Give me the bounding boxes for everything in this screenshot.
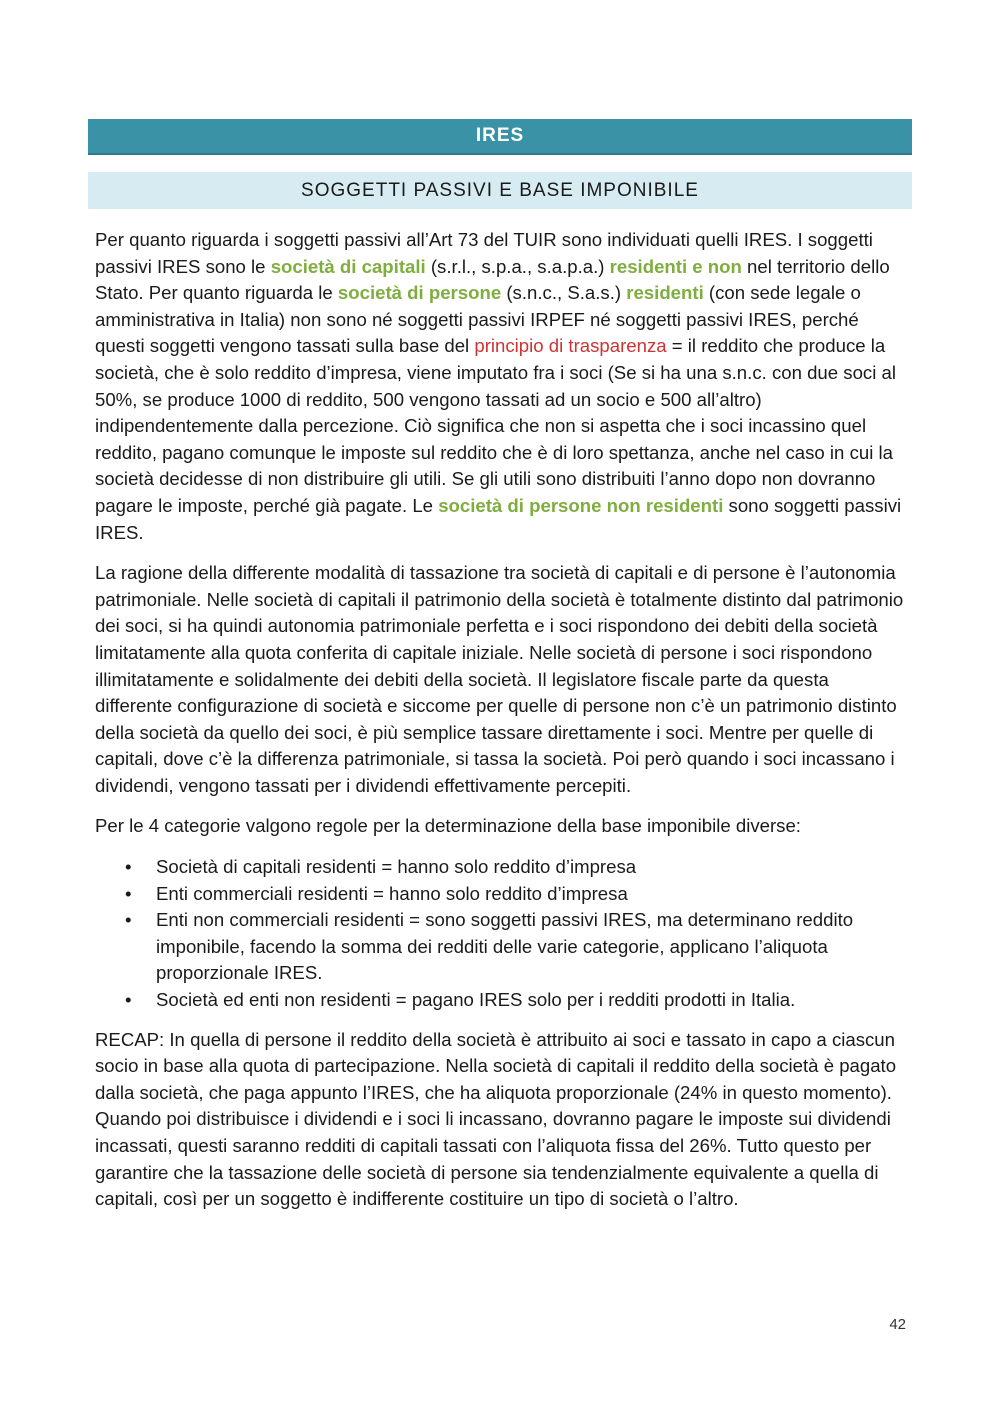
list-item <box>95 907 907 987</box>
paragraph-categorie-intro: Per le 4 categorie valgono regole per la determinazione della base imponibile diverse: <box>95 815 801 837</box>
highlight-societa-persone: società di persone <box>337 282 502 304</box>
highlight-principio-trasparenza: principio di trasparenza <box>474 335 667 357</box>
list-item <box>95 881 907 908</box>
highlight-residenti: residenti <box>626 282 704 304</box>
page-number: 42 <box>889 1316 906 1333</box>
text-run: (con sede legale o amministrativa in Italia) non sono né soggetti passivi IRPEF né soggetti passivi IRES, perché questi soggetti vengono tassati sulla base del <box>95 282 861 357</box>
paragraph-autonomia-patrimoniale: La ragione della differente modalità di tassazione tra società di capitali e di persone è l’autonomia patrimoniale. Nelle società di capitali il patrimonio della società è totalmente distinto dal patrimonio dei soci, si ha quindi autonomia patrimoniale perfetta e i soci rispondono dei debiti della società limitatamente alla quota conferita di capitale iniziale. Nelle società di persone i soci rispondono illimitatamente e solidalmente dei debiti della società. Il legislatore fiscale parte da questa differente configurazione di società e siccome per quelle di persone non c’è un patrimonio distinto della società da quello dei soci, è più semplice tassare direttamente i soci. Mentre per quelle di capitali, dove c’è la differenza patrimoniale, si tassa la società. Poi però quando i soci incassano i dividendi, vengono tassati per i dividendi effettivamente percepiti. <box>95 562 904 796</box>
paragraph-recap: RECAP: In quella di persone il reddito della società è attribuito ai soci e tassato in capo a ciascun socio in base alla quota di partecipazione. Nella società di capitali il reddito della società è pagato dalla società, che paga appunto l’IRES, che ha aliquota proporzionale (24% in questo momento). Quando poi distribuisce i dividendi e i soci li incassano, dovranno pagare le imposte sui dividendi incassati, questi saranno redditi di capitali tassati con l’aliquota fissa del 26%. Tutto questo per garantire che la tassazione delle società di persone sia tendenzialmente equivalente a quella di capitali, così per un soggetto è indifferente costituire un tipo di società o l’altro. <box>95 1028 897 1210</box>
list-item-text: Società di capitali residenti = hanno solo reddito d’impresa <box>156 856 637 878</box>
document-body <box>95 227 907 1227</box>
list-item <box>95 987 907 1014</box>
bullet-icon: • <box>125 909 132 931</box>
bullet-icon: • <box>125 882 132 904</box>
bullet-icon: • <box>125 856 132 878</box>
highlight-societa-capitali: società di capitali <box>270 255 426 277</box>
text-run: = il reddito che produce la società, che è solo reddito d’impresa, viene imputato fra i soci (Se si ha una s.n.c. con due soci al 50%, se produce 1000 di reddito, 500 vengono tassati ad un socio e 500 all’altro) indipendentemente dalla percezione. Ciò significa che non si aspetta che i soci incassino quel reddito, pagano comunque le imposte sul reddito che è di loro spettanza, anche nel caso in cui la società decidesse di non distribuire gli utili. Se gli utili sono distribuiti l’anno dopo non dovranno pagare le imposte, perché già pagate. Le <box>95 335 896 516</box>
list-item-text: Enti commerciali residenti = hanno solo reddito d’impresa <box>156 882 628 904</box>
text-run: nel territorio dello Stato. Per quanto riguarda le <box>95 255 890 304</box>
list-item-text: Società ed enti non residenti = pagano IRES solo per i redditi prodotti in Italia. <box>156 989 796 1011</box>
section-title: IRES <box>88 119 912 155</box>
bullet-icon: • <box>125 989 132 1011</box>
paragraph-soggetti-passivi <box>95 227 907 546</box>
list-item-text: Enti non commerciali residenti = sono soggetti passivi IRES, ma determinano reddito imponibile, facendo la somma dei redditi delle varie categorie, applicano l’aliquota proporzionale IRES. <box>156 909 854 984</box>
section-subtitle: SOGGETTI PASSIVI E BASE IMPONIBILE <box>88 172 912 209</box>
text-run: sono soggetti passivi IRES. <box>95 494 902 543</box>
list-item <box>95 854 907 881</box>
categories-list <box>95 854 907 1014</box>
highlight-residenti-e-non: residenti e non <box>609 255 742 277</box>
text-run: Per quanto riguarda i soggetti passivi all’Art 73 del TUIR sono individuati quelli IRES. I soggetti passivi IRES sono le <box>95 229 873 277</box>
text-run: (s.r.l., s.p.a., s.a.p.a.) <box>425 255 610 277</box>
text-run: (s.n.c., S.a.s.) <box>501 282 627 304</box>
highlight-societa-persone-non-residenti: società di persone non residenti <box>438 494 724 516</box>
